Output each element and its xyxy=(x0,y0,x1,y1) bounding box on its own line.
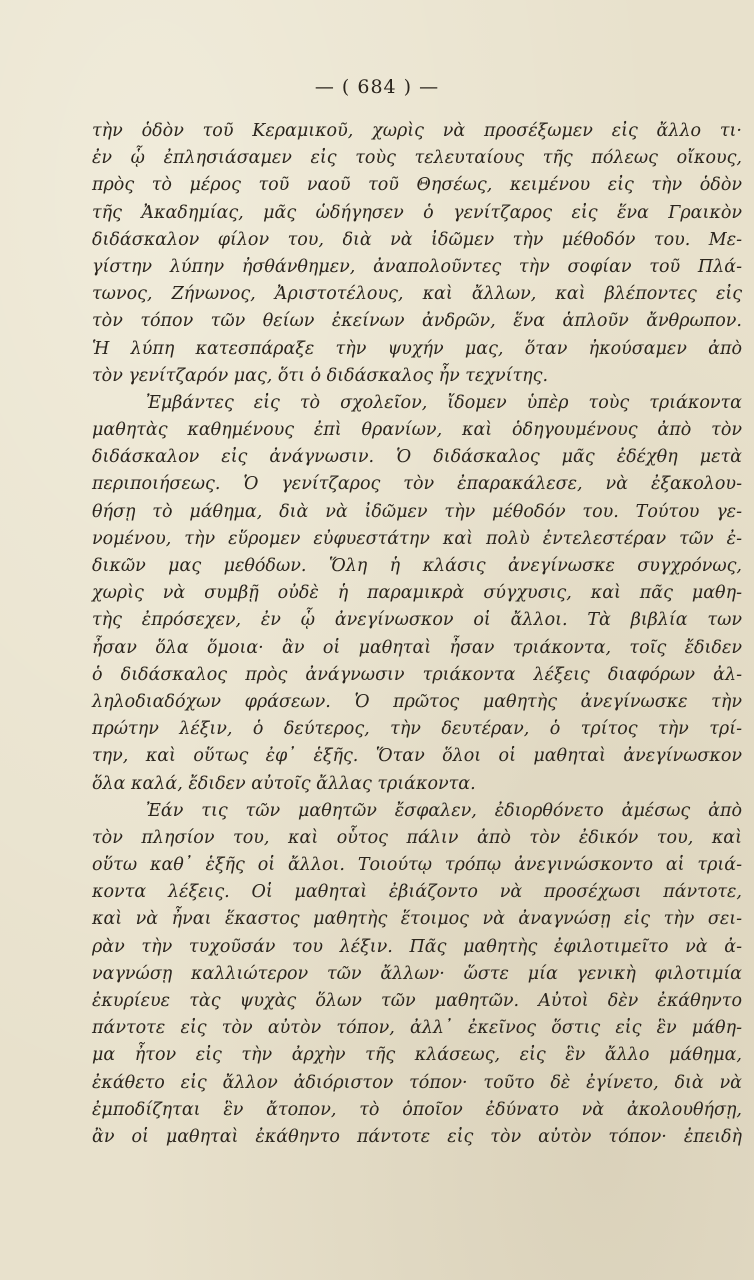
paragraph-start-line: Ἐάν τις τῶν μαθητῶν ἔσφαλεν, ἐδιορθόνετο ἀμέσως ἀπὸ xyxy=(146,800,742,821)
text-line: τὴν ὁδὸν τοῦ Κεραμικοῦ, χωρὶς νὰ προσέξωμεν εἰς ἄλλο τι· xyxy=(92,121,742,141)
paragraph-start-line: Ἐμβάντες εἰς τὸ σχολεῖον, ἴδομεν ὑπὲρ τοὺς τριάκοντα xyxy=(146,392,742,413)
text-line: χωρὶς νὰ συμβῇ οὐδὲ ἡ παραμικρὰ σύγχυσις, καὶ πᾶς μαθη- xyxy=(92,583,742,604)
text-line: ἦσαν ὅλα ὅμοια· ἂν οἱ μαθηταὶ ἦσαν τριάκοντα, τοῖς ἔδιδεν xyxy=(92,637,742,658)
text-line: οὕτω καθ᾽ ἑξῆς οἱ ἄλλοι. Τοιούτῳ τρόπῳ ἀνεγινώσκοντο αἱ τριά- xyxy=(92,855,742,876)
text-line: πρὸς τὸ μέρος τοῦ ναοῦ τοῦ Θησέως, κειμένου εἰς τὴν ὁδὸν xyxy=(92,175,742,196)
text-line: μα ἦτον εἰς τὴν ἀρχὴν τῆς κλάσεως, εἰς ἓν ἄλλο μάθημα, xyxy=(92,1045,742,1066)
text-line: κοντα λέξεις. Οἱ μαθηταὶ ἐβιάζοντο νὰ προσέχωσι πάντοτε, xyxy=(92,882,742,903)
text-line: καὶ νὰ ἦναι ἕκαστος μαθητὴς ἕτοιμος νὰ ἀναγνώσῃ εἰς τὴν σει- xyxy=(92,909,742,930)
text-line: τὴς ἐπρόσεχεν, ἐν ᾧ ἀνεγίνωσκον οἱ ἄλλοι. Τὰ βιβλία των xyxy=(92,610,742,631)
text-line: τὸν πλησίον του, καὶ οὗτος πάλιν ἀπὸ τὸν ἐδικόν του, καὶ xyxy=(92,827,742,848)
text-line: μαθητὰς καθημένους ἐπὶ θρανίων, καὶ ὁδηγουμένους ἀπὸ τὸν xyxy=(92,420,742,441)
text-line: νομένου, τὴν εὕρομεν εὐφυεστάτην καὶ πολὺ ἐντελεστέραν τῶν ἐ- xyxy=(92,528,742,549)
text-line: πάντοτε εἰς τὸν αὐτὸν τόπον, ἀλλ᾽ ἐκεῖνος ὅστις εἰς ἓν μάθη- xyxy=(92,1018,742,1039)
text-line: ληλοδιαδόχων φράσεων. Ὁ πρῶτος μαθητὴς ἀνεγίνωσκε τὴν xyxy=(92,691,742,712)
text-line: τὸν γενίτζαρόν μας, ὅτι ὁ διδάσκαλος ἦν τεχνίτης. xyxy=(92,365,549,386)
text-line: διδάσκαλον φίλον του, διὰ νὰ ἰδῶμεν τὴν μέθοδόν του. Με- xyxy=(92,229,742,250)
text-line: τὸν τόπον τῶν θείων ἐκείνων ἀνδρῶν, ἕνα ἁπλοῦν ἄνθρωπον. xyxy=(92,311,742,332)
text-line: ἐν ᾧ ἐπλησιάσαμεν εἰς τοὺς τελευταίους τῆς πόλεως οἴκους, xyxy=(92,148,742,169)
text-line: δικῶν μας μεθόδων. Ὅλη ἡ κλάσις ἀνεγίνωσκε συγχρόνως, xyxy=(92,556,742,576)
text-line: τωνος, Ζήνωνος, Ἀριστοτέλους, καὶ ἄλλων, καὶ βλέποντες εἰς xyxy=(92,284,742,305)
text-line: ἂν οἱ μαθηταὶ ἐκάθηντο πάντοτε εἰς τὸν αὐτὸν τόπον· ἐπειδὴ xyxy=(92,1126,742,1147)
text-line: τῆς Ἀκαδημίας, μᾶς ὡδήγησεν ὁ γενίτζαρος εἰς ἕνα Γραικὸν xyxy=(92,202,742,223)
text-line: Ἡ λύπη κατεσπάραξε τὴν ψυχήν μας, ὅταν ἠκούσαμεν ἀπὸ xyxy=(92,338,742,359)
page-number: — ( 684 ) — xyxy=(314,76,440,98)
text-line: θήσῃ τὸ μάθημα, διὰ νὰ ἰδῶμεν τὴν μέθοδόν του. Τούτου γε- xyxy=(92,501,742,522)
text-line: ἐμποδίζηται ἓν ἄτοπον, τὸ ὁποῖον ἐδύνατο νὰ ἀκολουθήσῃ, xyxy=(92,1099,742,1120)
text-line: γίστην λύπην ἠσθάνθημεν, ἀναπολοῦντες τὴν σοφίαν τοῦ Πλά- xyxy=(92,256,742,277)
text-line: ἐκυρίευε τὰς ψυχὰς ὅλων τῶν μαθητῶν. Αὐτοὶ δὲν ἐκάθηντο xyxy=(92,991,742,1011)
text-line: ὁ διδάσκαλος πρὸς ἀνάγνωσιν τριάκοντα λέξεις διαφόρων ἀλ- xyxy=(92,664,742,685)
text-line: ὅλα καλά, ἔδιδεν αὐτοῖς ἄλλας τριάκοντα. xyxy=(92,773,476,794)
body-text xyxy=(92,118,742,1151)
text-line: ἐκάθετο εἰς ἄλλον ἀδιόριστον τόπον· τοῦτο δὲ ἐγίνετο, διὰ νὰ xyxy=(92,1072,742,1093)
text-line: διδάσκαλον εἰς ἀνάγνωσιν. Ὁ διδάσκαλος μᾶς ἐδέχθη μετὰ xyxy=(92,447,742,468)
text-line: ρὰν τὴν τυχοῦσάν του λέξιν. Πᾶς μαθητὴς ἐφιλοτιμεῖτο νὰ ἀ- xyxy=(92,936,742,957)
text-line: πρώτην λέξιν, ὁ δεύτερος, τὴν δευτέραν, ὁ τρίτος τὴν τρί- xyxy=(92,719,742,740)
text-line: την, καὶ οὕτως ἐφ᾽ ἑξῆς. Ὅταν ὅλοι οἱ μαθηταὶ ἀνεγίνωσκον xyxy=(92,746,742,767)
text-line: περιποιήσεως. Ὁ γενίτζαρος τὸν ἐπαρακάλεσε, νὰ ἐξακολου- xyxy=(92,474,742,495)
text-line: ναγνώσῃ καλλιώτερον τῶν ἄλλων· ὥστε μία γενικὴ φιλοτιμία xyxy=(92,963,742,984)
